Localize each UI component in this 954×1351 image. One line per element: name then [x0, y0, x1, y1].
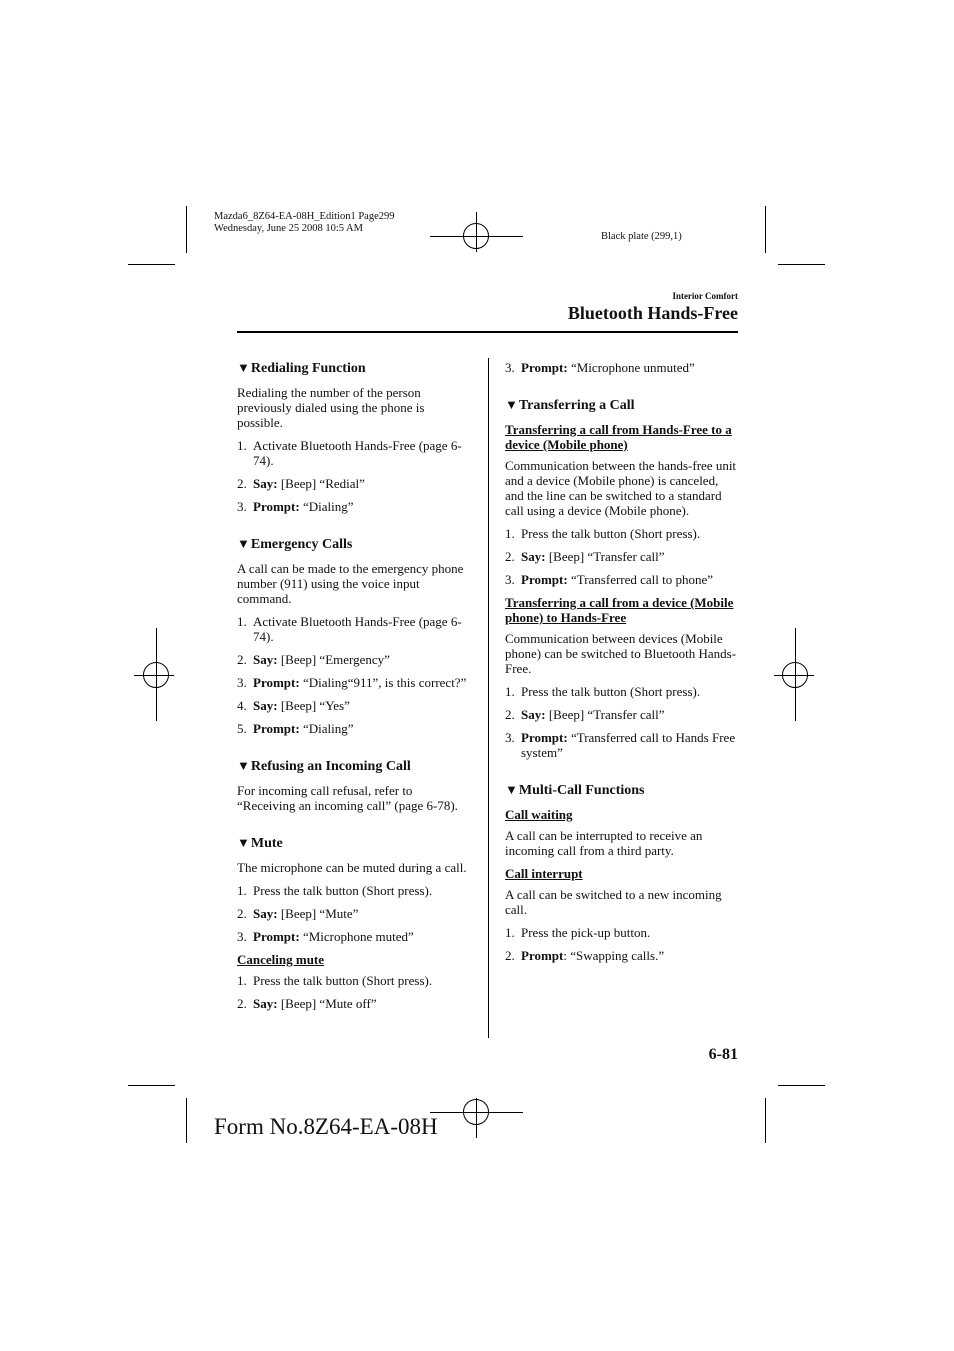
transfer-to-device-intro: Communication between the hands-free unit and a device (Mobile phone) is canceled, and the line can be switched to a standard call using a device (Mobile phone).: [505, 458, 737, 518]
heading-redialing: ▼Redialing Function: [237, 360, 366, 376]
subheading-call-interrupt: Call interrupt: [505, 866, 583, 881]
list-item: 2. Say: [Beep] “Redial”: [237, 476, 365, 491]
plate-label: Black plate (299,1): [601, 231, 682, 242]
emergency-intro: A call can be made to the emergency phone number (911) using the voice input command.: [237, 561, 464, 606]
list-item: 1. Press the talk button (Short press).: [237, 883, 433, 898]
triangle-icon: ▼: [505, 782, 518, 797]
list-item: 3. Prompt: “Transferred call to phone”: [505, 572, 714, 587]
call-waiting-text: A call can be interrupted to receive an incoming call from a third party.: [505, 828, 703, 858]
list-item: 5. Prompt: “Dialing”: [237, 721, 354, 736]
mute-steps: [237, 883, 472, 944]
heading-mute: ▼Mute: [237, 835, 283, 851]
redial-intro: Redialing the number of the person previously dialed using the phone is possible.: [237, 385, 425, 430]
list-item: 1. Press the talk button (Short press).: [237, 973, 433, 988]
mute-intro: The microphone can be muted during a call.: [237, 860, 467, 875]
header-rule: [237, 331, 738, 333]
call-interrupt-steps: [505, 925, 740, 963]
subheading-call-waiting: Call waiting: [505, 807, 573, 822]
list-item: 1. Press the pick-up button.: [505, 925, 651, 940]
triangle-icon: ▼: [237, 835, 250, 850]
redial-steps: [237, 438, 472, 514]
list-item: 2. Say: [Beep] “Transfer call”: [505, 707, 665, 722]
heading-refusing: ▼Refusing an Incoming Call: [237, 758, 411, 774]
file-line-2: Wednesday, June 25 2008 10:5 AM: [214, 223, 363, 234]
subheading-canceling-mute: Canceling mute: [237, 952, 325, 967]
cancel-mute-steps: [237, 973, 472, 1011]
transfer-to-handsfree-intro: Communication between devices (Mobile phone) can be switched to Bluetooth Hands-Free.: [505, 631, 737, 676]
file-line-1: Mazda6_8Z64-EA-08H_Edition1 Page299: [214, 211, 395, 222]
subheading-transfer-to-handsfree: Transferring a call from a device (Mobile phone) to Hands-Free: [505, 595, 734, 625]
heading-multi-call: ▼Multi-Call Functions: [505, 782, 645, 798]
form-number: Form No.8Z64-EA-08H: [214, 1114, 438, 1139]
list-item: 3. Prompt: “Microphone muted”: [237, 929, 414, 944]
list-item: 2. Prompt: “Swapping calls.”: [505, 948, 665, 963]
page-number: 6-81: [708, 1046, 738, 1063]
triangle-icon: ▼: [237, 536, 250, 551]
list-item: 2. Say: [Beep] “Mute off”: [237, 996, 377, 1011]
list-item: 3. Prompt: “Dialing“911”, is this correct?”: [237, 675, 467, 690]
triangle-icon: ▼: [237, 360, 250, 375]
triangle-icon: ▼: [505, 397, 518, 412]
print-file-info: [214, 211, 395, 235]
column-divider: [488, 358, 489, 1038]
transfer-to-device-steps: [505, 526, 740, 587]
list-item: 4. Say: [Beep] “Yes”: [237, 698, 350, 713]
mute-steps-continued: [505, 360, 740, 375]
list-item: 3. Prompt: “Transferred call to Hands Free system”: [505, 730, 736, 760]
section-label: Interior Comfort: [672, 291, 738, 301]
refusing-intro: For incoming call refusal, refer to “Receiving an incoming call” (page 6-78).: [237, 783, 458, 813]
list-item: 2. Say: [Beep] “Mute”: [237, 906, 359, 921]
list-item: 3. Prompt: “Dialing”: [237, 499, 354, 514]
left-column: [237, 360, 472, 1019]
list-item: 1. Activate Bluetooth Hands-Free (page 6-74).: [237, 614, 462, 644]
list-item: 1. Press the talk button (Short press).: [505, 684, 701, 699]
list-item: 1. Activate Bluetooth Hands-Free (page 6-74).: [237, 438, 462, 468]
subheading-transfer-to-device: Transferring a call from Hands-Free to a device (Mobile phone): [505, 422, 732, 452]
heading-emergency: ▼Emergency Calls: [237, 536, 353, 552]
call-interrupt-text: A call can be switched to a new incoming call.: [505, 887, 722, 917]
list-item: 2. Say: [Beep] “Emergency”: [237, 652, 390, 667]
page-title: Bluetooth Hands-Free: [567, 303, 738, 323]
heading-transferring: ▼Transferring a Call: [505, 397, 635, 413]
right-column: [505, 360, 740, 971]
list-item: 3. Prompt: “Microphone unmuted”: [505, 360, 695, 375]
emergency-steps: [237, 614, 472, 736]
list-item: 1. Press the talk button (Short press).: [505, 526, 701, 541]
triangle-icon: ▼: [237, 758, 250, 773]
transfer-to-handsfree-steps: [505, 684, 740, 760]
list-item: 2. Say: [Beep] “Transfer call”: [505, 549, 665, 564]
